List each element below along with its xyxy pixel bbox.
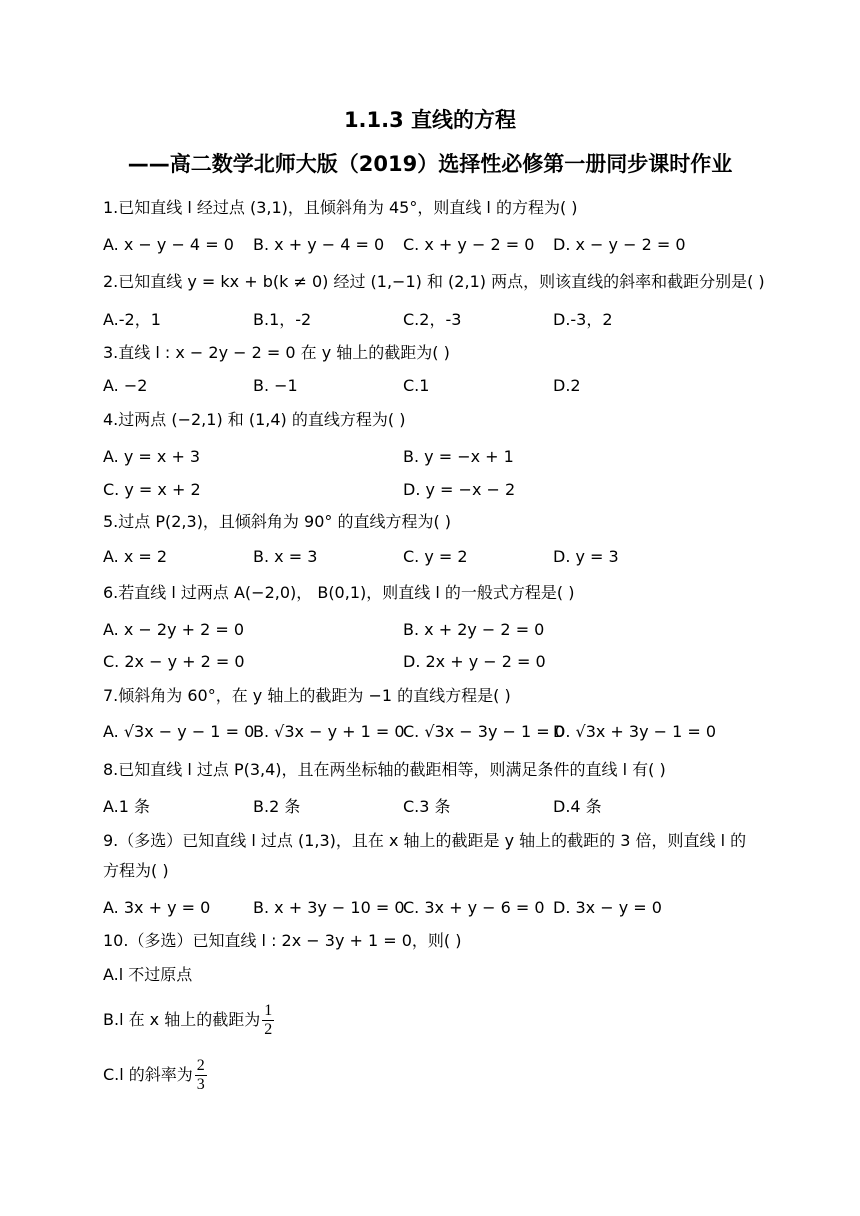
q2-option-a: A.-2，1 xyxy=(103,310,161,329)
q10-option-c xyxy=(103,1057,207,1094)
question-10-stem: 10.（多选）已知直线 l : 2x − 3y + 1 = 0，则( ) xyxy=(103,931,462,950)
q5-option-a: A. x = 2 xyxy=(103,547,168,566)
q5-option-d: D. y = 3 xyxy=(553,547,619,566)
q10-option-c-text: C.l 的斜率为 xyxy=(103,1065,193,1084)
q3-option-b: B. −1 xyxy=(253,376,298,395)
fraction-denominator: 3 xyxy=(196,1076,205,1093)
q7-option-c: C. √3x − 3y − 1 = 0 xyxy=(403,722,565,741)
q9-option-d: D. 3x − y = 0 xyxy=(553,898,662,917)
q4-option-d: D. y = −x − 2 xyxy=(403,480,516,499)
q10-option-b-text: B.l 在 x 轴上的截距为 xyxy=(103,1010,261,1029)
q7-option-b: B. √3x − y + 1 = 0 xyxy=(253,722,405,741)
page-subtitle: ——高二数学北师大版（2019）选择性必修第一册同步课时作业 xyxy=(127,152,733,176)
q6-option-b: B. x + 2y − 2 = 0 xyxy=(403,620,545,639)
question-9-stem: 9.（多选）已知直线 l 过点 (1,3)，且在 x 轴上的截距是 y 轴上的截距的 3 倍，则直线 l 的方程为( ) xyxy=(103,831,747,880)
q6-option-a: A. x − 2y + 2 = 0 xyxy=(103,620,245,639)
q3-option-c: C.1 xyxy=(403,376,430,395)
q8-option-a: A.1 条 xyxy=(103,797,151,816)
q1-option-d: D. x − y − 2 = 0 xyxy=(553,235,686,254)
q8-option-c: C.3 条 xyxy=(403,797,451,816)
question-7-stem: 7.倾斜角为 60°，在 y 轴上的截距为 −1 的直线方程是( ) xyxy=(103,686,511,705)
q1-option-c: C. x + y − 2 = 0 xyxy=(403,235,535,254)
q4-option-b: B. y = −x + 1 xyxy=(403,447,514,466)
question-2-stem: 2.已知直线 y = kx + b(k ≠ 0) 经过 (1,−1) 和 (2,1) 两点，则该直线的斜率和截距分别是( ) xyxy=(103,272,765,291)
q3-option-d: D.2 xyxy=(553,376,581,395)
q10-option-b xyxy=(103,1002,274,1039)
question-8-stem: 8.已知直线 l 过点 P(3,4)，且在两坐标轴的截距相等，则满足条件的直线 l 有( ) xyxy=(103,760,666,779)
q3-option-a: A. −2 xyxy=(103,376,148,395)
question-3-stem: 3.直线 l : x − 2y − 2 = 0 在 y 轴上的截距为( ) xyxy=(103,343,450,362)
q2-option-d: D.-3，2 xyxy=(553,310,613,329)
q7-option-d: D. √3x + 3y − 1 = 0 xyxy=(553,722,717,741)
q10-option-a: A.l 不过原点 xyxy=(103,965,193,984)
fraction-two-thirds xyxy=(195,1057,207,1094)
question-1-stem: 1.已知直线 l 经过点 (3,1)，且倾斜角为 45°，则直线 l 的方程为( ) xyxy=(103,198,578,217)
q9-option-c: C. 3x + y − 6 = 0 xyxy=(403,898,545,917)
page-title: 1.1.3 直线的方程 xyxy=(343,108,517,132)
fraction-numerator: 1 xyxy=(264,1002,273,1019)
fraction-one-half xyxy=(262,1002,274,1039)
q2-option-c: C.2，-3 xyxy=(403,310,462,329)
q1-option-b: B. x + y − 4 = 0 xyxy=(253,235,385,254)
fraction-numerator: 2 xyxy=(196,1057,205,1074)
q6-option-d: D. 2x + y − 2 = 0 xyxy=(403,652,546,671)
q4-option-a: A. y = x + 3 xyxy=(103,447,201,466)
q9-option-b: B. x + 3y − 10 = 0 xyxy=(253,898,405,917)
q1-option-a: A. x − y − 4 = 0 xyxy=(103,235,234,254)
question-6-stem: 6.若直线 l 过两点 A(−2,0)， B(0,1)，则直线 l 的一般式方程是( ) xyxy=(103,583,575,602)
q4-option-c: C. y = x + 2 xyxy=(103,480,201,499)
question-4-stem: 4.过两点 (−2,1) 和 (1,4) 的直线方程为( ) xyxy=(103,410,406,429)
q2-option-b: B.1，-2 xyxy=(253,310,312,329)
q9-option-a: A. 3x + y = 0 xyxy=(103,898,211,917)
q7-option-a: A. √3x − y − 1 = 0 xyxy=(103,722,255,741)
q8-option-d: D.4 条 xyxy=(553,797,602,816)
q6-option-c: C. 2x − y + 2 = 0 xyxy=(103,652,245,671)
question-5-stem: 5.过点 P(2,3)，且倾斜角为 90° 的直线方程为( ) xyxy=(103,512,452,531)
fraction-denominator: 2 xyxy=(264,1021,273,1038)
q5-option-b: B. x = 3 xyxy=(253,547,318,566)
q5-option-c: C. y = 2 xyxy=(403,547,468,566)
q8-option-b: B.2 条 xyxy=(253,797,301,816)
